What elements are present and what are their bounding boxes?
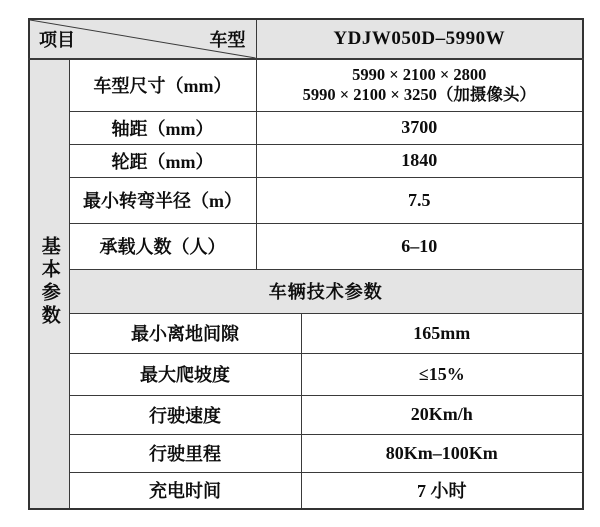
row-label: 充电时间 [69, 472, 301, 509]
row-label: 轮距（mm） [69, 144, 256, 177]
header-model-label: 车型 [209, 30, 246, 50]
table-row [29, 111, 583, 144]
row-value: 6–10 [256, 223, 583, 269]
table-row [29, 472, 583, 509]
row-value: 1840 [256, 144, 583, 177]
row-label: 承载人数（人） [69, 223, 256, 269]
section-header-tech-params: 车辆技术参数 [69, 269, 583, 313]
side-label-basic-params: 基本参数 [38, 235, 60, 328]
row-label: 车型尺寸（mm） [69, 59, 256, 111]
table-row [29, 144, 583, 177]
header-corner-labels [30, 20, 256, 58]
row-value: 165mm [301, 313, 583, 353]
table-row [29, 395, 583, 434]
side-group-cell [29, 59, 69, 509]
row-label: 最大爬坡度 [69, 353, 301, 395]
table-row [29, 223, 583, 269]
table-row [29, 177, 583, 223]
table-row [29, 59, 583, 111]
table-row [29, 353, 583, 395]
row-value: 20Km/h [301, 395, 583, 434]
header-item-label: 项目 [39, 30, 75, 50]
row-label: 行驶速度 [69, 395, 301, 434]
row-label: 最小离地间隙 [69, 313, 301, 353]
section-header-row [29, 269, 583, 313]
table-row [29, 434, 583, 472]
header-model-value: YDJW050D–5990W [256, 19, 583, 59]
dimension-line-2: 5990 × 2100 × 3250（加摄像头） [302, 85, 536, 105]
row-label: 行驶里程 [69, 434, 301, 472]
header-row [29, 19, 583, 59]
row-value: ≤15% [301, 353, 583, 395]
row-label: 最小转弯半径（m） [69, 177, 256, 223]
row-value: 7.5 [256, 177, 583, 223]
row-value: 80Km–100Km [301, 434, 583, 472]
table-row [29, 313, 583, 353]
row-label: 轴距（mm） [69, 111, 256, 144]
row-value: 7 小时 [301, 472, 583, 509]
dimension-line-1: 5990 × 2100 × 2800 [352, 65, 487, 85]
header-corner-cell [29, 19, 256, 59]
row-value [256, 59, 583, 111]
spec-table [28, 18, 584, 510]
row-value: 3700 [256, 111, 583, 144]
